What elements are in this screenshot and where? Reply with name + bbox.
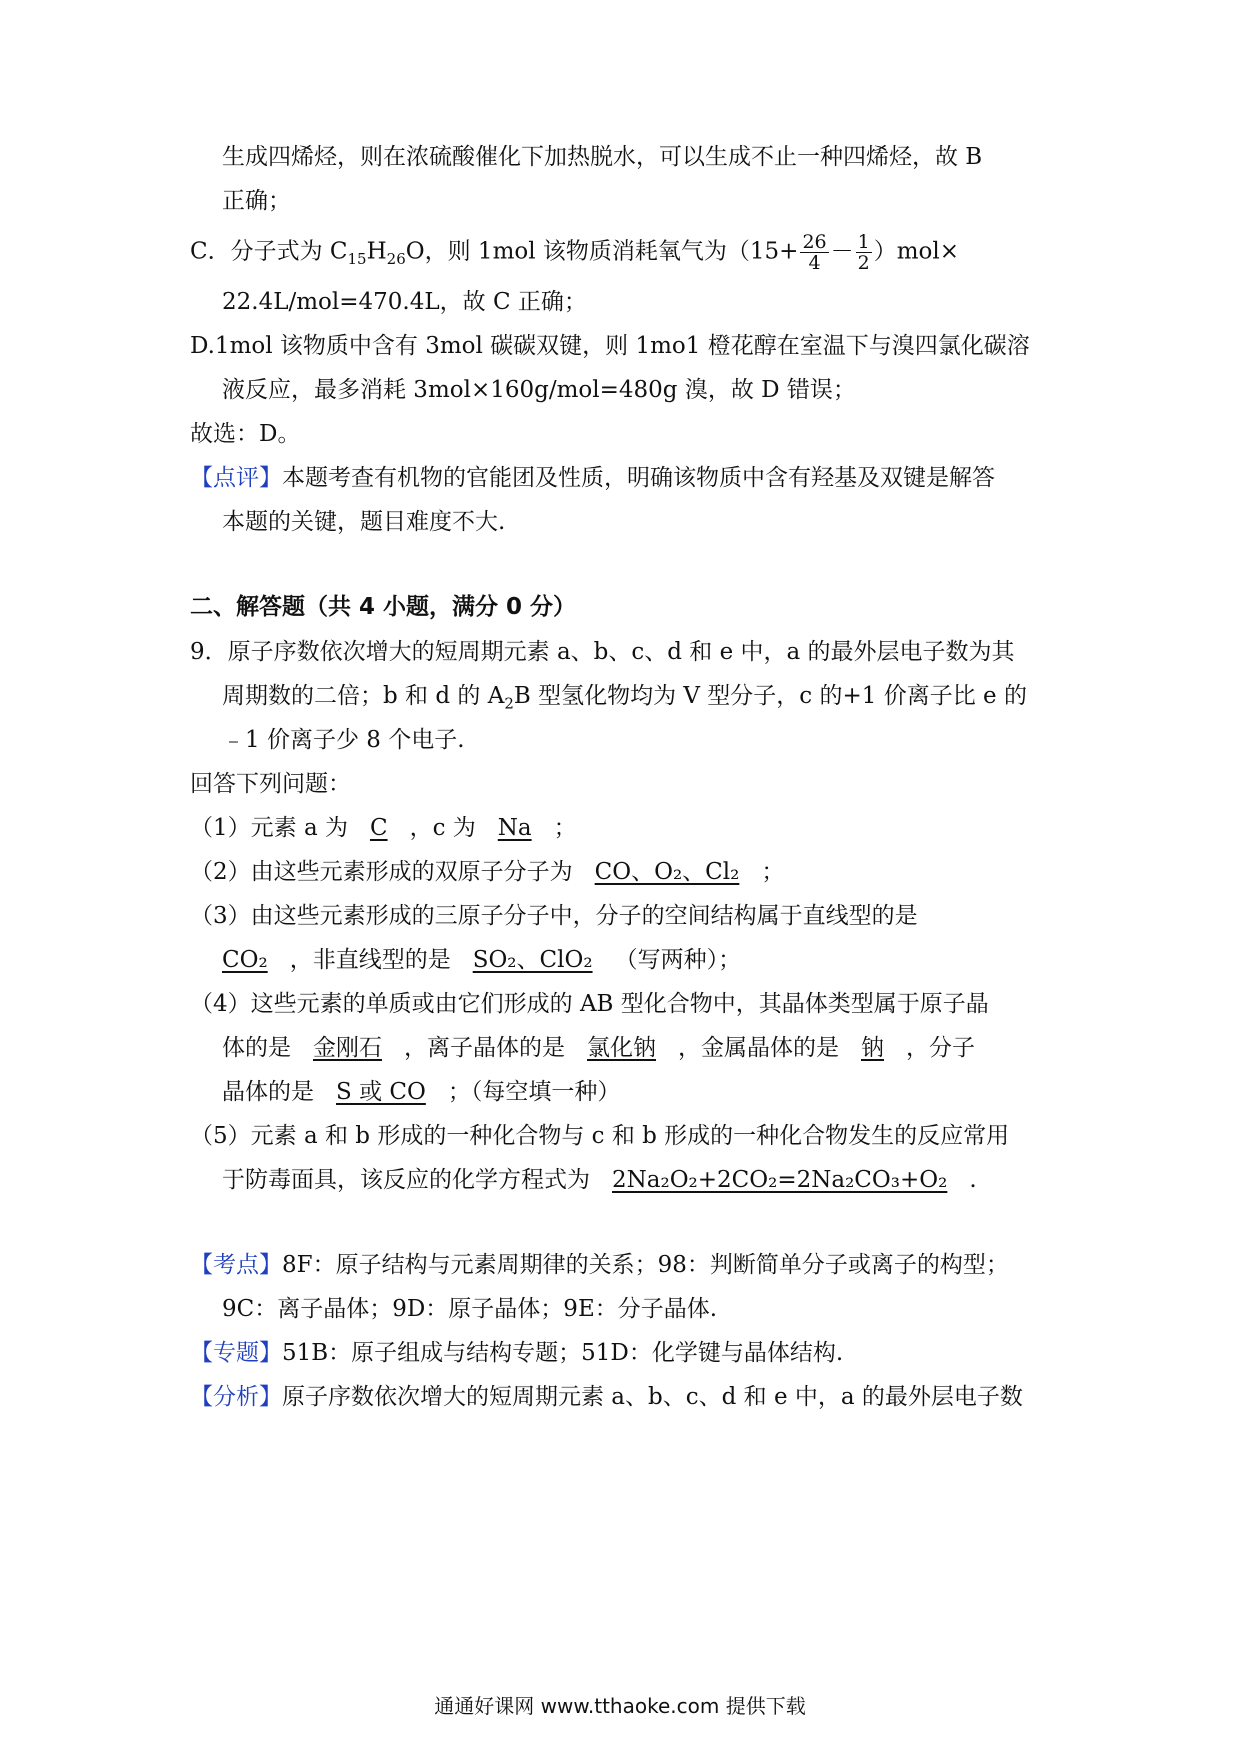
sub-question-3: （3）由这些元素形成的三原子分子中，分子的空间结构属于直线型的是	[190, 903, 918, 929]
sub-question-4: （4）这些元素的单质或由它们形成的 AB 型化合物中，其晶体类型属于原子晶	[190, 991, 989, 1017]
text-segment: 体的是	[222, 1035, 291, 1061]
zhuanti-line	[190, 1338, 843, 1368]
text-segment: B 型氢化物均为 V 型分子，c 的+1 价离子比 e 的	[513, 683, 1027, 709]
answer-blank: Na	[497, 815, 532, 841]
fraction-numerator: 26	[802, 231, 827, 253]
answer-blank: CO、O₂、Cl₂	[594, 859, 740, 885]
fraction-denominator: 2	[857, 252, 870, 274]
text-line: 22.4L/mol=470.4L，故 C 正确；	[222, 289, 587, 315]
text-segment: 本题考查有机物的官能团及性质，明确该物质中含有羟基及双键是解答	[282, 465, 995, 491]
answer-blank: CO₂	[222, 947, 268, 973]
question-text: ﹣1 价离子少 8 个电子.	[222, 727, 465, 753]
sub-question-4-cont	[222, 1077, 620, 1107]
text-line	[190, 232, 959, 274]
subscript: 26	[386, 250, 406, 269]
sub-question-5: （5）元素 a 和 b 形成的一种化合物与 c 和 b 形成的一种化合物发生的反应常用	[190, 1123, 1010, 1149]
sub-question-3-cont	[222, 945, 741, 975]
text-line: 正确；	[222, 188, 291, 214]
fenxi-tag: 【分析】	[190, 1384, 282, 1410]
text-segment: 晶体的是	[222, 1079, 314, 1105]
question-text: 回答下列问题：	[190, 771, 351, 797]
text-segment: ，非直线型的是	[289, 947, 451, 973]
sub-question-4-cont	[222, 1033, 975, 1063]
text-line: 液反应，最多消耗 3mol×160g/mol=480g 溴，故 D 错误；	[222, 377, 856, 403]
fraction-denominator: 4	[808, 252, 821, 274]
sub-question-1	[190, 813, 577, 843]
subscript: 2	[504, 694, 514, 713]
text-segment: ，金属晶体的是	[678, 1035, 839, 1061]
kaodian-line: 9C：离子晶体；9D：原子晶体；9E：分子晶体.	[222, 1296, 718, 1322]
text-segment: ；	[553, 815, 577, 841]
fenxi-line	[190, 1382, 1023, 1412]
kaodian-line	[190, 1250, 1009, 1280]
answer-blank: SO₂、ClO₂	[472, 947, 593, 973]
kaodian-tag: 【考点】	[190, 1252, 282, 1278]
text-segment: 周期数的二倍；b 和 d 的 A	[222, 683, 505, 709]
answer-blank: 钠	[861, 1035, 884, 1061]
subscript: 15	[347, 250, 367, 269]
text-line: 本题的关键，题目难度不大.	[222, 509, 506, 535]
text-segment: ，分子	[906, 1035, 975, 1061]
text-line: 故选：D。	[190, 421, 301, 447]
text-segment: 原子序数依次增大的短周期元素 a、b、c、d 和 e 中，a 的最外层电子数	[282, 1384, 1023, 1410]
answer-blank: S 或 CO	[336, 1079, 426, 1105]
comment-tag: 【点评】	[190, 465, 282, 491]
page-footer: 通通好课网 www.tthaoke.com 提供下载	[434, 1694, 806, 1718]
text-segment: ；（每空填一种）	[447, 1079, 621, 1105]
question-text	[222, 681, 1027, 719]
text-segment: ，离子晶体的是	[404, 1035, 565, 1061]
fraction	[856, 232, 872, 273]
text-segment: H	[366, 238, 387, 265]
text-segment: ；	[761, 859, 785, 885]
section-title: 二、解答题（共 4 小题，满分 0 分）	[190, 594, 577, 620]
question-text: 9．原子序数依次增大的短周期元素 a、b、c、d 和 e 中，a 的最外层电子数为其	[190, 639, 1015, 665]
text-segment: 于防毒面具，该反应的化学方程式为	[222, 1167, 590, 1193]
zhuanti-tag: 【专题】	[190, 1340, 282, 1366]
text-segment: （写两种）；	[614, 947, 742, 973]
text-segment: 51B：原子组成与结构专题；51D：化学键与晶体结构.	[282, 1340, 844, 1366]
text-segment: .	[969, 1167, 977, 1193]
text-line: D.1mol 该物质中含有 3mol 碳碳双键，则 1mo1 橙花醇在室温下与溴四氯化碳溶	[190, 333, 1030, 359]
sub-question-2	[190, 857, 784, 887]
text-segment: 8F：原子结构与元素周期律的关系；98：判断简单分子或离子的构型；	[282, 1252, 1009, 1278]
answer-blank: 2Na₂O₂+2CO₂=2Na₂CO₃+O₂	[612, 1167, 948, 1193]
text-segment: （2）由这些元素形成的双原子分子为	[190, 859, 573, 885]
sub-question-5-cont	[222, 1165, 977, 1195]
text-segment: （1）元素 a 为	[190, 815, 348, 841]
answer-blank: 氯化钠	[587, 1035, 656, 1061]
text-segment: －	[830, 238, 854, 265]
fraction-numerator: 1	[857, 231, 870, 253]
answer-blank: 金刚石	[313, 1035, 382, 1061]
text-line	[190, 463, 995, 493]
text-segment: ）mol×	[873, 238, 960, 265]
text-segment: ，c 为	[409, 815, 476, 841]
text-segment: O，则 1mol 该物质消耗氧气为（15+	[405, 238, 799, 265]
text-segment: C．分子式为 C	[190, 238, 348, 265]
fraction	[800, 232, 828, 273]
text-line: 生成四烯烃，则在浓硫酸催化下加热脱水，可以生成不止一种四烯烃，故 B	[222, 144, 983, 170]
answer-blank: C	[369, 815, 388, 841]
